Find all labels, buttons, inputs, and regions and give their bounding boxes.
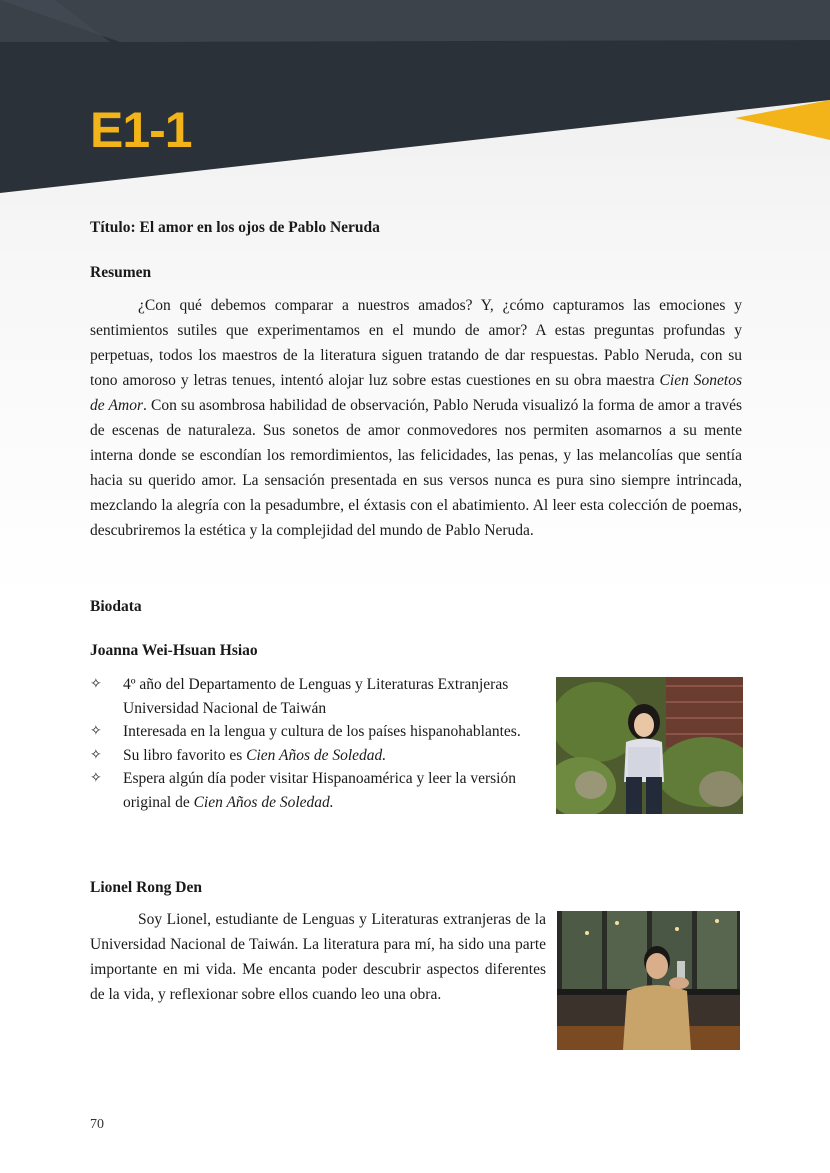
author1-photo [556,677,743,814]
bullet-text: Espera algún día poder visitar Hispanoamérica y leer la versión original de [123,770,516,811]
author1-bullet-list [90,673,540,814]
page-number: 70 [90,1117,104,1132]
star-bullet-icon: ✧ [90,770,102,786]
bullet-text: Interesada en la lengua y cultura de los países hispanohablantes. [123,723,521,740]
star-bullet-icon: ✧ [90,746,102,763]
bullet-book-title: Cien Años de Soledad. [193,793,334,811]
bullet-text: Su libro favorito es [123,746,247,764]
bullet-item [90,720,540,744]
bullet-item [90,767,540,814]
bullet-book-title: Cien Años de Soledad. [246,746,387,764]
resumen-book-title: Cien Sonetos de Amor [90,372,742,414]
resumen-text-1: ¿Con qué debemos comparar a nuestros amados? Y, ¿cómo capturamos las emociones y sentimientos sutiles que experimentamos en el mundo de amor? A estas preguntas profundas y perpetuas, todos los maestros de la literatura siguen tratando de dar respuestas. Pablo Neruda, con su tono amoroso y letras tenues, intentó alojar luz sobre estas cuestiones en su obra maestra [90,297,742,389]
star-bullet-icon: ✧ [90,723,102,739]
chapter-code: E1-1 [90,102,192,158]
resumen-paragraph [90,293,742,543]
bullet-text: 4º año del Departamento de Lenguas y Literaturas Extranjeras Universidad Nacional de Taiwán [123,676,509,717]
author2-paragraph: Soy Lionel, estudiante de Lenguas y Literaturas extranjeras de la Universidad Nacional de Taiwán. La literatura para mí, ha sido una parte importante en mi vida. Me encanta poder descubrir aspectos diferentes de la vida, y reflexionar sobre ellos cuando leo una obra. [90,911,546,1003]
author1-photo-image [556,677,743,814]
author2-name: Lionel Rong Den [90,879,202,896]
resumen-heading: Resumen [90,264,152,281]
author2-photo [557,911,740,1050]
resumen-text-2: . Con su asombrosa habilidad de observación, Pablo Neruda visualizó la forma de amor a través de escenas de naturaleza. Sus sonetos de amor conmovedores nos permiten asomarnos a su mente interna donde se escondían los remordimientos, las felicidades, las penas, y las melancolías que sentía hacia su querido amor. La sensación presentada en sus versos nunca es pura sino siempre intrincada, mezclando la alegría con la pesadumbre, el éxtasis con el abatimiento. Al leer esta colección de poemas, descubriremos la estética y la complejidad del mundo de Pablo Neruda. [90,397,742,539]
star-bullet-icon: ✧ [90,676,102,692]
document-title: Título: El amor en los ojos de Pablo Neruda [90,219,380,236]
bullet-item [90,744,540,768]
author2-photo-image [557,911,740,1050]
header-mid-shape [0,0,830,42]
bullet-item [90,673,540,720]
author1-name: Joanna Wei-Hsuan Hsiao [90,642,258,659]
biodata-heading: Biodata [90,598,142,615]
